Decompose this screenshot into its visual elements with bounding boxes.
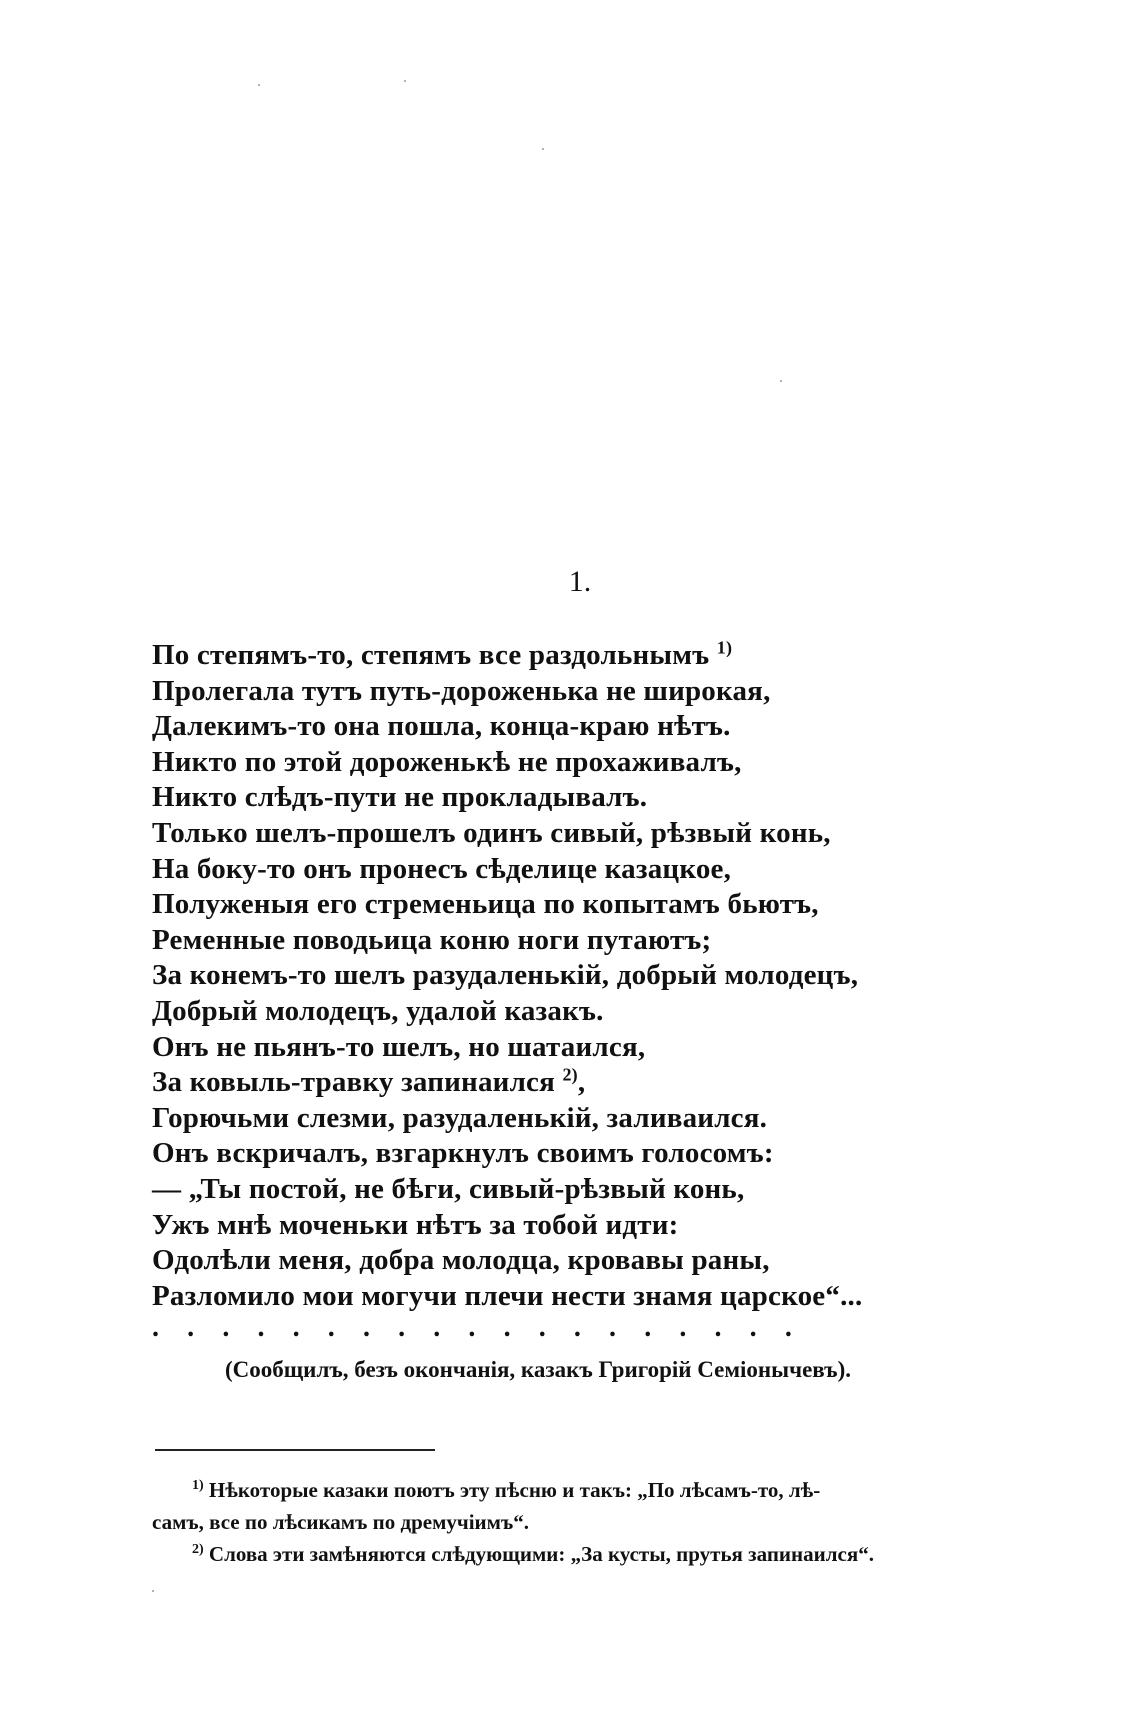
- poem-line: Пролегала тутъ путь-дороженька не широкая,: [152, 674, 771, 707]
- poem-line: Одолѣли меня, добра молодца, кровавы раны,: [152, 1244, 770, 1277]
- poem-line: Ременные поводьица коню ноги путаютъ;: [152, 923, 712, 956]
- poem-line: Полуженыя его стременьица по копытамъ бьютъ,: [152, 888, 819, 921]
- footnote: $^{1)}$ Нѣкоторые казаки поютъ эту пѣсню и такъ: „По лѣсамъ-то, лѣ-: [192, 1478, 821, 1502]
- footnotes: [152, 1474, 972, 1570]
- scan-speck: [404, 80, 406, 82]
- footnote-ref: 2): [562, 1064, 578, 1085]
- poem-line: Никто по этой дороженькѣ не прохаживалъ,: [152, 745, 742, 778]
- poem-line: Онъ вскричалъ, взгаркнулъ своимъ голосомъ:: [152, 1137, 774, 1170]
- poem-line: Онъ не пьянъ-то шелъ, но шатаился,: [152, 1030, 646, 1063]
- footnote-marker: 2): [192, 1542, 204, 1557]
- footnote-continuation: самъ, все по лѣсикамъ по дремучіимъ“.: [152, 1510, 529, 1534]
- poem: [152, 638, 1052, 1314]
- footnote: $^{2)}$ Слова эти замѣняются слѣдующими: „За кусты, прутья запинаился“.: [192, 1542, 874, 1566]
- scan-speck: [542, 148, 544, 150]
- ellipsis-dots: . . . . . . . . . . . . . . . . . . .: [152, 1312, 792, 1343]
- source-note: (Сообщилъ, безъ окончанія, казакъ Григорій Семіонычевъ).: [225, 1357, 851, 1382]
- poem-line: Добрый молодецъ, удалой казакъ.: [152, 994, 604, 1027]
- footnote-divider: [155, 1449, 435, 1451]
- poem-line: На боку-то онъ пронесъ сѣделице казацкое,: [152, 852, 732, 885]
- poem-line: — „Ты постой, не бѣги, сивый-рѣзвый конь,: [152, 1172, 745, 1205]
- poem-line: Никто слѣдъ-пути не прокладывалъ.: [152, 781, 648, 814]
- poem-line: Только шелъ-прошелъ одинъ сивый, рѣзвый конь,: [152, 816, 831, 849]
- scan-speck: [152, 1590, 154, 1592]
- scan-speck: [258, 84, 260, 86]
- section-number: 1.: [568, 565, 592, 598]
- footnote-marker: 1): [192, 1478, 204, 1493]
- poem-line: За ковыль-травку запинаился $^{2)}$,: [152, 1064, 586, 1099]
- poem-line: По степямъ-то, степямъ все раздольнымъ $^{1)}$: [152, 637, 733, 671]
- scan-speck: [780, 380, 782, 382]
- footnote-ref: 1): [716, 637, 733, 658]
- poem-line: Разломило мои могучи плечи нести знамя царское“...: [152, 1279, 863, 1312]
- poem-line: Далекимъ-то она пошла, конца-краю нѣтъ.: [152, 710, 731, 743]
- poem-line: За конемъ-то шелъ разудаленькій, добрый молодецъ,: [152, 959, 859, 992]
- poem-line: Ужъ мнѣ моченьки нѣтъ за тобой идти:: [152, 1208, 679, 1241]
- poem-line: Горючьми слезми, разудаленькій, заливаился.: [152, 1101, 768, 1134]
